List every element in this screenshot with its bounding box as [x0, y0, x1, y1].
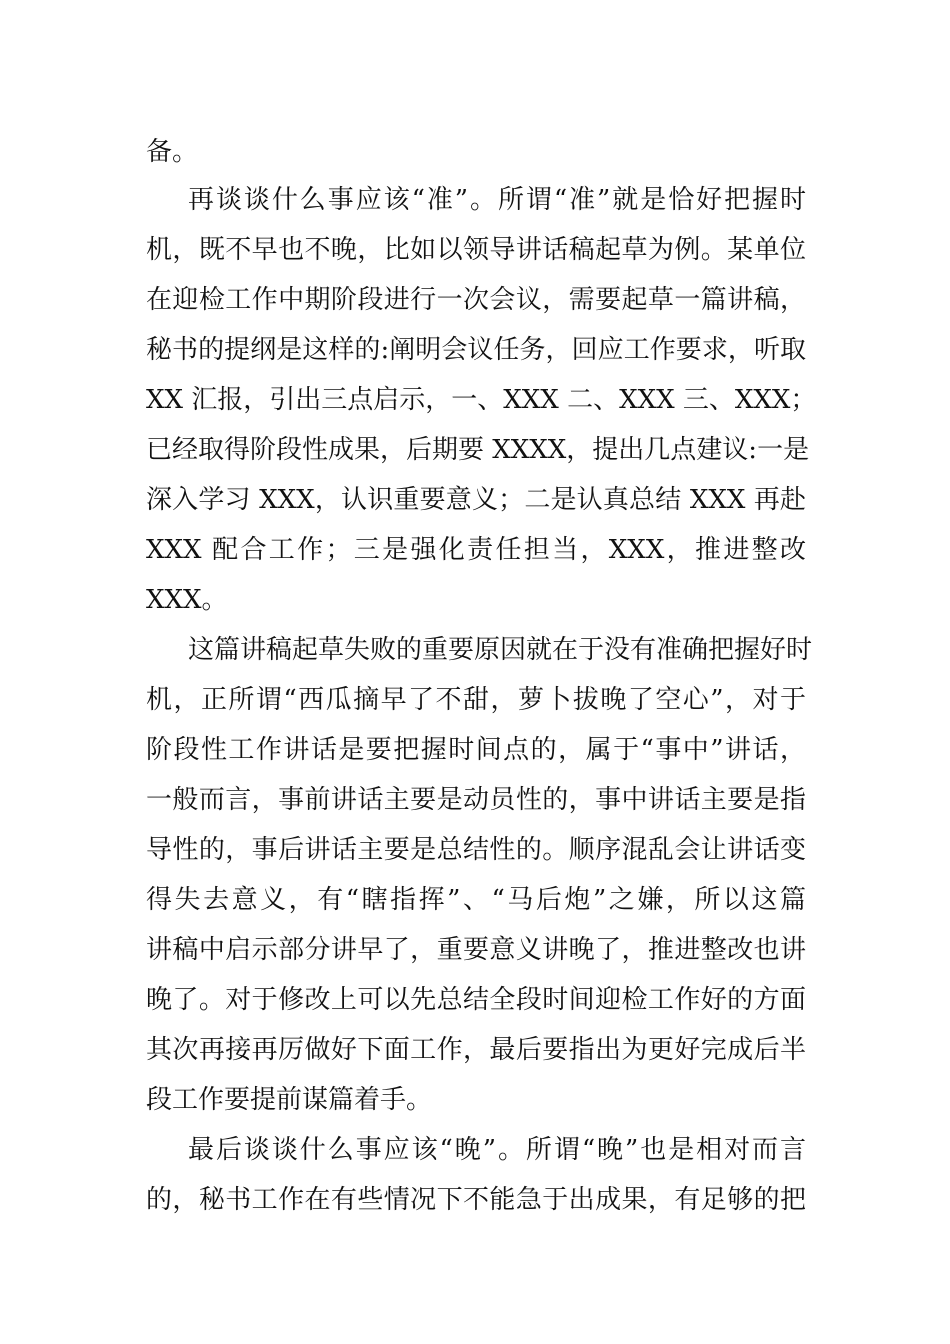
text-line: 已经取得阶段性成果，后期要 XXXX，提出几点建议:一是 [146, 435, 810, 465]
text-line: XXX。 [146, 585, 228, 615]
text-line: 深入学习 XXX，认识重要意义；二是认真总结 XXX 再赴 [146, 485, 806, 515]
text-line: 阶段性工作讲话是要把握时间点的，属于“事中”讲话， [146, 735, 806, 765]
paragraph-first-line: 这篇讲稿起草失败的重要原因就在于没有准确把握好时 [188, 635, 813, 665]
text-line: 秘书的提纲是这样的:阐明会议任务，回应工作要求，听取 [146, 335, 806, 365]
paragraph-first-line: 最后谈谈什么事应该“晚”。所谓“晚”也是相对而言 [188, 1135, 806, 1165]
paragraph-first-line: 再谈谈什么事应该“准”。所谓“准”就是恰好把握时 [188, 185, 806, 215]
text-line: 备。 [146, 137, 199, 167]
text-line: 一般而言，事前讲话主要是动员性的，事中讲话主要是指 [146, 785, 806, 815]
text-line: 机，既不早也不晚，比如以领导讲话稿起草为例。某单位 [146, 235, 806, 265]
text-line: XXX 配合工作；三是强化责任担当，XXX，推进整改 [146, 535, 806, 565]
text-line: XX 汇报，引出三点启示，一、XXX 二、XXX 三、XXX； [146, 385, 817, 415]
text-line: 晚了。对于修改上可以先总结全段时间迎检工作好的方面 [146, 985, 806, 1015]
text-line: 讲稿中启示部分讲早了，重要意义讲晚了，推进整改也讲 [146, 935, 806, 965]
text-line: 段工作要提前谋篇着手。 [146, 1085, 433, 1115]
text-line: 得失去意义，有“瞎指挥”、“马后炮”之嫌，所以这篇 [146, 885, 806, 915]
text-line: 的，秘书工作在有些情况下不能急于出成果，有足够的把 [146, 1185, 806, 1215]
text-line: 机，正所谓“西瓜摘早了不甜，萝卜拔晚了空心”，对于 [146, 685, 806, 715]
text-line: 导性的，事后讲话主要是总结性的。顺序混乱会让讲话变 [146, 835, 806, 865]
text-line: 在迎检工作中期阶段进行一次会议，需要起草一篇讲稿， [146, 285, 806, 315]
text-line: 其次再接再厉做好下面工作，最后要指出为更好完成后半 [146, 1035, 806, 1065]
